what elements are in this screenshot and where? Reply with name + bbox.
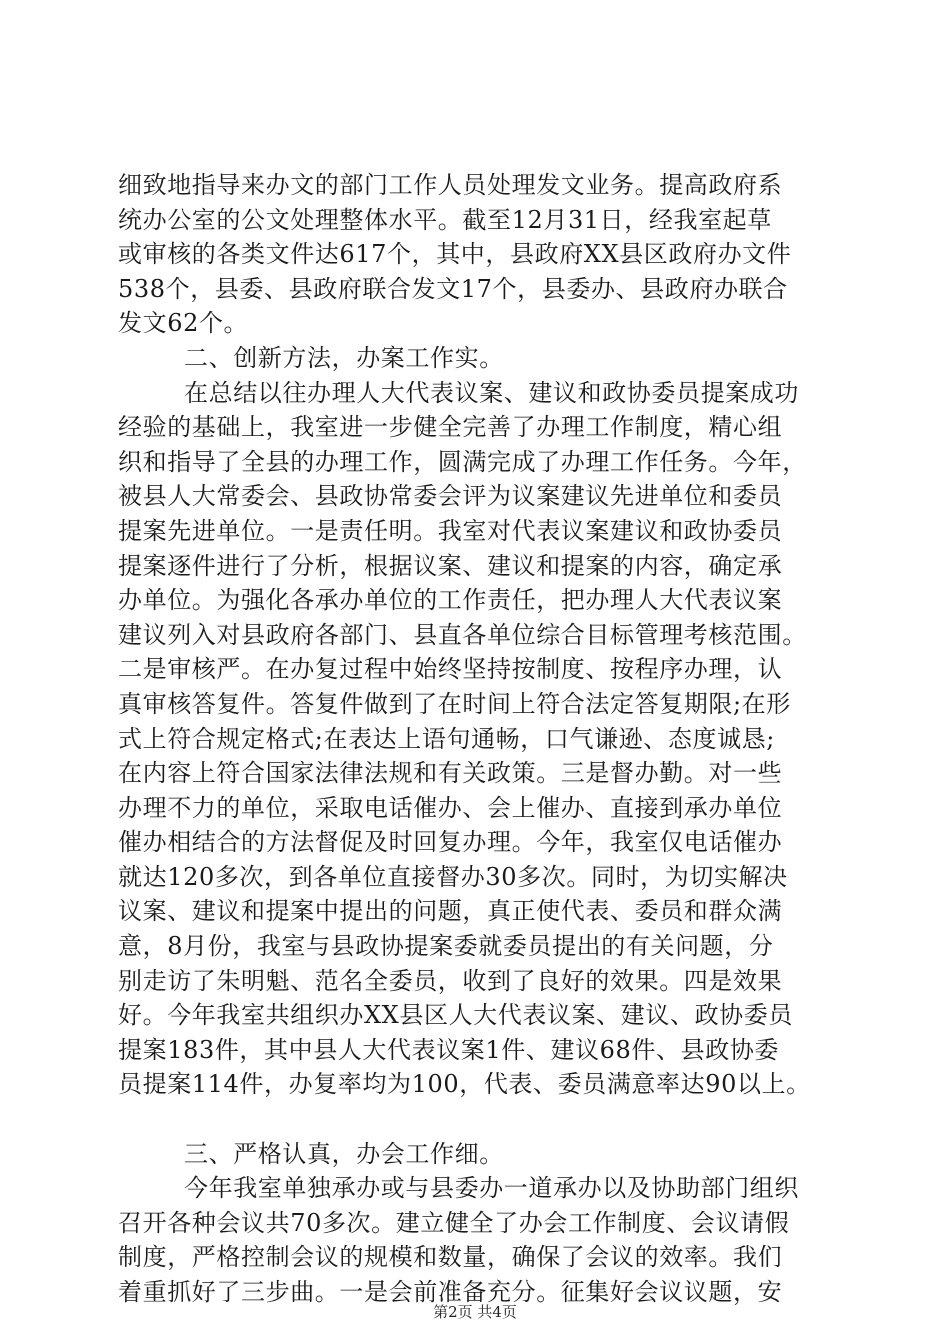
text-line: 催办相结合的方法督促及时回复办理。今年，我室仅电话催办 — [118, 828, 783, 857]
text-line: 统办公室的公文处理整体水平。截至12月31日，经我室起草 — [118, 205, 772, 234]
document-body — [118, 168, 838, 1310]
text-line: 提案先进单位。一是责任明。我室对代表议案建议和政协委员 — [118, 516, 783, 545]
text-line: 制度，严格控制会议的规模和数量，确保了会议的效率。我们 — [118, 1243, 783, 1272]
text-line: 办单位。为强化各承办单位的工作责任，把办理人大代表议案 — [118, 586, 783, 615]
text-line: 二是审核严。在办复过程中始终坚持按制度、按程序办理，认 — [118, 655, 783, 684]
text-line: 在内容上符合国家法律法规和有关政策。三是督办勤。对一些 — [118, 759, 783, 788]
text-line: 员提案114件，办复率均为100，代表、委员满意率达90以上。 — [118, 1070, 811, 1099]
text-line: 建议列入对县政府各部门、县直各单位综合目标管理考核范围。 — [118, 620, 807, 649]
text-line: 被县人大常委会、县政协常委会评为议案建议先进单位和委员 — [118, 482, 783, 511]
text-line: 发文62个。 — [118, 309, 249, 338]
text-line: 着重抓好了三步曲。一是会前准备充分。征集好会议议题，安 — [118, 1278, 783, 1306]
text-line: 意，8月份，我室与县政协提案委就委员提出的有关问题，分 — [118, 932, 774, 961]
text-line: 提案逐件进行了分析，根据议案、建议和提案的内容，确定承 — [118, 551, 783, 580]
text-line: 在总结以往办理人大代表议案、建议和政协委员提案成功 — [184, 378, 799, 407]
text-line: 真审核答复件。答复件做到了在时间上符合法定答复期限;在形 — [118, 689, 791, 718]
text-line: 好。今年我室共组织办XX县区人大代表议案、建议、政协委员 — [118, 1001, 793, 1030]
text-line: 别走访了朱明魁、范名全委员，收到了良好的效果。四是效果 — [118, 966, 783, 995]
text-line: 三、严格认真，办会工作细。 — [184, 1139, 504, 1168]
text-line: 式上符合规定格式;在表达上语句通畅，口气谦逊、态度诚恳; — [118, 724, 775, 753]
text-line — [118, 1102, 838, 1137]
text-line: 细致地指导来办文的部门工作人员处理发文业务。提高政府系 — [118, 171, 783, 199]
text-line: 538个，县委、县政府联合发文17个，县委办、县政府办联合 — [118, 274, 788, 303]
text-line: 办理不力的单位，采取电话催办、会上催办、直接到承办单位 — [118, 793, 783, 822]
text-line: 提案183件，其中县人大代表议案1件、建议68件、县政协委 — [118, 1035, 780, 1064]
text-line: 今年我室单独承办或与县委办一道承办以及协助部门组织 — [184, 1174, 799, 1203]
text-line: 或审核的各类文件达617个，其中，县政府XX县区政府办文件 — [118, 240, 792, 269]
text-line: 召开各种会议共70多次。建立健全了办会工作制度、会议请假 — [118, 1208, 790, 1237]
page-footer: 第2页 共4页 — [433, 1303, 517, 1321]
text-line: 织和指导了全县的办理工作，圆满完成了办理工作任务。今年， — [118, 447, 807, 476]
text-line: 就达120多次，到各单位直接督办30多次。同时，为切实解决 — [118, 862, 788, 891]
text-line: 议案、建议和提案中提出的问题，真正使代表、委员和群众满 — [118, 897, 783, 926]
text-line: 二、创新方法，办案工作实。 — [184, 343, 504, 372]
text-line: 经验的基础上，我室进一步健全完善了办理工作制度，精心组 — [118, 413, 783, 442]
